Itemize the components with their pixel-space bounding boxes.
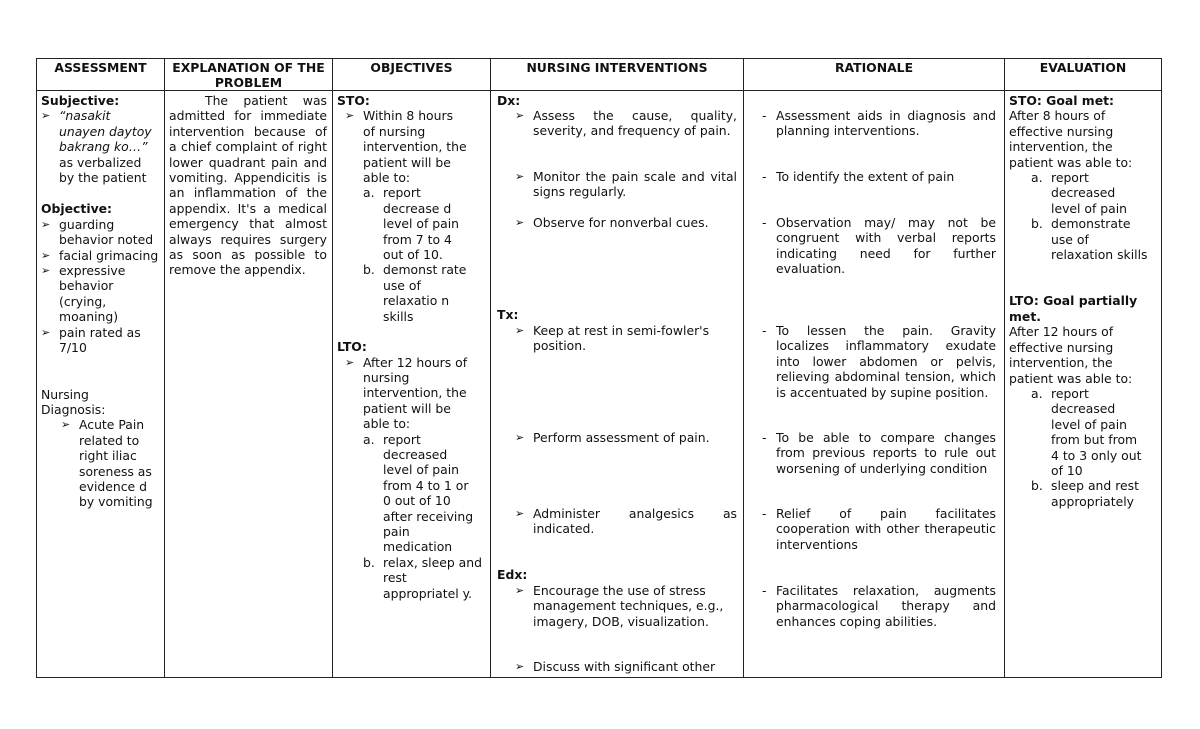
subjective-rest: as verbalized by the patient — [59, 154, 147, 186]
edx-label: Edx: — [497, 567, 528, 582]
rationale-item: - Relief of pain facilitates cooperation with other therapeutic interventions — [762, 506, 996, 552]
header-evaluation: EVALUATION — [1005, 59, 1162, 91]
subjective-item — [41, 108, 160, 185]
arrow-bullet-icon: ➢ — [515, 216, 525, 229]
arrow-bullet-icon: ➢ — [515, 324, 525, 337]
arrow-bullet-icon: ➢ — [515, 660, 525, 673]
objective-item: ➢ guarding behavior noted — [41, 216, 154, 248]
dx-item: ➢ Monitor the pain scale and vital signs regularly. — [515, 169, 737, 200]
edx-item: ➢ Discuss with significant other — [515, 659, 716, 674]
rationale-cell — [744, 91, 1005, 678]
eval-sto-intro: After 8 hours of effective nursing intervention, the patient was able to: — [1009, 108, 1133, 170]
header-rationale: RATIONALE — [744, 59, 1005, 91]
tx-label: Tx: — [497, 307, 519, 322]
lto-intro: ➢ After 12 hours of nursing intervention, the patient will be able to: — [345, 354, 468, 432]
explanation-cell — [165, 91, 333, 678]
objective-item: ➢ pain rated as 7/10 — [41, 324, 141, 356]
arrow-bullet-icon: ➢ — [41, 325, 51, 339]
sto-label: STO: — [337, 93, 370, 108]
dx-label: Dx: — [497, 93, 521, 108]
header-explanation: EXPLANATION OF THE PROBLEM — [165, 59, 333, 91]
arrow-bullet-icon: ➢ — [515, 584, 525, 597]
explanation-text: The patient was admitted for immediate intervention because of a chief complaint of right lower quadrant pain and vomiting. Appendicitis is an inflammation of the appendix. It's a medical emergency that almost always requires surgery as soon as possible to remove the appendix. — [169, 93, 327, 278]
dx-item: ➢ Observe for nonverbal cues. — [515, 215, 709, 230]
tx-item: ➢ Perform assessment of pain. — [515, 430, 710, 445]
sto-intro: ➢ Within 8 hours of nursing intervention, the patient will be able to: — [345, 108, 467, 186]
header-objectives: OBJECTIVES — [333, 59, 491, 91]
arrow-bullet-icon: ➢ — [515, 109, 525, 122]
nursing-diagnosis-label: Nursing Diagnosis: — [41, 386, 106, 417]
arrow-bullet-icon: ➢ — [515, 431, 525, 444]
eval-lto-item: a. report decreased level of pain from but from 4 to 3 only out of 10 — [1031, 385, 1142, 478]
objective-item: ➢ facial grimacing — [41, 247, 159, 263]
content-row — [37, 91, 1162, 678]
arrow-bullet-icon: ➢ — [345, 355, 355, 369]
arrow-bullet-icon: ➢ — [515, 507, 525, 520]
arrow-bullet-icon: ➢ — [345, 109, 355, 123]
eval-sto-label: STO: Goal met: — [1009, 93, 1114, 108]
eval-lto-item: b. sleep and rest appropriately — [1031, 478, 1139, 509]
rationale-item: - To be able to compare changes from previous reports to rule out worsening of underlying condition — [762, 430, 996, 476]
subjective-label: Subjective: — [41, 93, 120, 108]
interventions-cell — [491, 91, 744, 678]
rationale-item: - Assessment aids in diagnosis and planning interventions. — [762, 108, 996, 139]
tx-item: ➢ Keep at rest in semi-fowler's position. — [515, 323, 710, 354]
objective-item: ➢ expressive behavior (crying, moaning) — [41, 263, 126, 325]
eval-sto-item: a. report decreased level of pain — [1031, 170, 1128, 216]
header-interventions: NURSING INTERVENTIONS — [491, 59, 744, 91]
evaluation-cell — [1005, 91, 1162, 678]
arrow-bullet-icon: ➢ — [61, 418, 71, 432]
eval-lto-intro: After 12 hours of effective nursing intervention, the patient was able to: — [1009, 324, 1133, 386]
nursing-care-plan-table — [36, 58, 1162, 678]
rationale-item: - To lessen the pain. Gravity localizes inflammatory exudate into lower abdomen or pelvis, relieving abdominal tension, which is accentuated by supine position. — [762, 323, 996, 400]
rationale-item: - To identify the extent of pain — [762, 169, 955, 184]
lto-label: LTO: — [337, 339, 367, 355]
arrow-bullet-icon: ➢ — [41, 109, 51, 123]
rationale-item: - Observation may/ may not be congruent with verbal reports indicating need for further evaluation. — [762, 215, 996, 277]
edx-item: ➢ Encourage the use of stress management techniques, e.g., imagery, DOB, visualization. — [515, 583, 724, 629]
arrow-bullet-icon: ➢ — [41, 264, 51, 278]
lto-item: b. relax, sleep and rest appropriatel y. — [363, 554, 482, 601]
eval-lto-label: LTO: Goal partially met. — [1009, 293, 1138, 324]
sto-item: a. report decrease d level of pain from 7 to 4 out of 10. — [363, 185, 460, 263]
arrow-bullet-icon: ➢ — [41, 217, 51, 231]
objectives-cell — [333, 91, 491, 678]
lto-item: a. report decreased level of pain from 4 to 1 or 0 out of 10 after receiving pain medication — [363, 431, 474, 555]
tx-item: ➢ Administer analgesics as indicated. — [515, 506, 737, 537]
arrow-bullet-icon: ➢ — [515, 170, 525, 183]
sto-item: b. demonst rate use of relaxatio n skills — [363, 262, 467, 324]
arrow-bullet-icon: ➢ — [41, 248, 51, 262]
objective-label: Objective: — [41, 201, 113, 217]
rationale-item: - Facilitates relaxation, augments pharmacological therapy and enhances coping abilities. — [762, 583, 996, 629]
assessment-cell — [37, 91, 165, 678]
header-assessment: ASSESSMENT — [37, 59, 165, 91]
nursing-diagnosis-item: ➢ Acute Pain related to right iliac soreness as evidence d by vomiting — [61, 417, 153, 510]
subjective-quote: “nasakit unayen daytoy bakrang ko…” — [59, 108, 152, 155]
eval-sto-item: b. demonstrate use of relaxation skills — [1031, 216, 1148, 263]
header-row — [37, 59, 1162, 91]
dx-item: ➢ Assess the cause, quality, severity, and frequency of pain. — [515, 108, 737, 139]
